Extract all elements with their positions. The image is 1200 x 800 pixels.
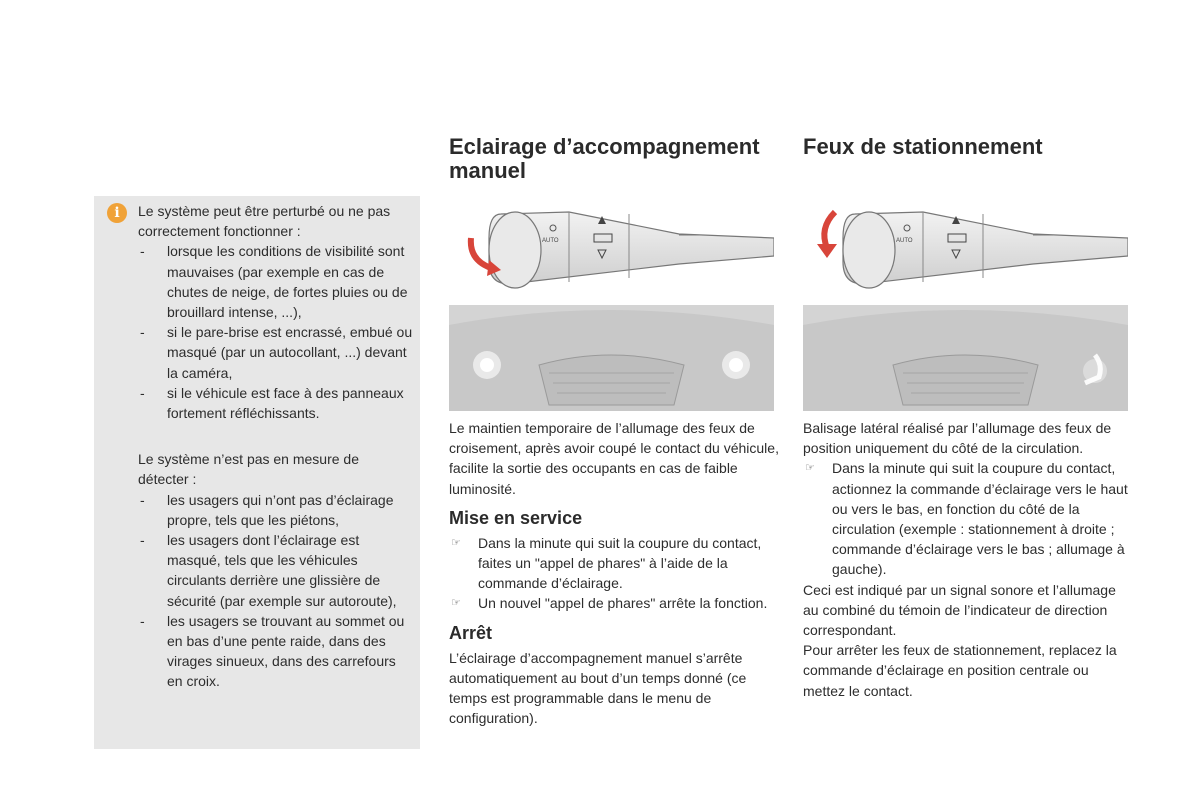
right-body xyxy=(803,418,1133,701)
section-title-stationnement: Feux de stationnement xyxy=(803,134,1043,159)
right-intro: Balisage latéral réalisé par l’allumage des feux de position uniquement du côté de la circulation. xyxy=(803,420,1112,457)
info-list-2 xyxy=(138,490,413,692)
arret-text: L’éclairage d’accompagnement manuel s’arrête automatiquement au bout d’un temps donné (ce temps est programmable dans le menu de configuration). xyxy=(449,649,747,727)
auto-label: AUTO xyxy=(542,238,559,244)
pointing-hand-icon: ☞ xyxy=(451,536,461,549)
mise-en-service-list xyxy=(449,533,779,614)
pointing-hand-icon: ☞ xyxy=(451,597,461,610)
list-item: - si le pare-brise est encrassé, embué ou masqué (par un autocollant, ...) devant la caméra, xyxy=(138,322,413,383)
list-item: ☞ Dans la minute qui suit la coupure du contact, faites un "appel de phares" à l’aide de la commande d’éclairage. xyxy=(451,534,762,592)
list-item: ☞ Dans la minute qui suit la coupure du contact, actionnez la commande d’éclairage vers le haut ou vers le bas, en fonction du côté de la circulation (exemple : stationnement à droite ; commande d’éclairage vers le bas ; allumage à gauche). xyxy=(805,460,1128,578)
list-item: - lorsque les conditions de visibilité sont mauvaises (par exemple en cas de chutes de neige, de fortes pluies ou de brouillard intense, ...), xyxy=(138,241,413,322)
list-item: - les usagers se trouvant au sommet ou en bas d’une pente raide, dans des virages sinueux, dans des carrefours en croix. xyxy=(138,611,413,692)
right-para-2: Pour arrêter les feux de stationnement, replacez la commande d’éclairage en position centrale ou mettez le contact. xyxy=(803,642,1117,699)
right-para-1: Ceci est indiqué par un signal sonore et l’allumage au combiné du témoin de l’indicateur de direction correspondant. xyxy=(803,581,1116,639)
info-intro: Le système peut être perturbé ou ne pas correctement fonctionner : xyxy=(138,203,391,240)
middle-body xyxy=(449,418,779,728)
stalk-illustration-manual xyxy=(449,198,774,300)
auto-label: AUTO xyxy=(896,238,913,244)
info-text xyxy=(138,201,413,692)
car-front-illustration-parking xyxy=(803,305,1128,411)
info-icon: i xyxy=(107,203,127,223)
list-item: ☞ Un nouvel "appel de phares" arrête la fonction. xyxy=(449,593,779,613)
pointing-hand-icon: ☞ xyxy=(805,462,815,475)
red-arrow-icon xyxy=(817,244,837,258)
heading-mise-en-service: Mise en service xyxy=(449,507,583,528)
list-item: - les usagers dont l’éclairage est masqué, tels que les véhicules circulants derrière une glissière de sécurité (par exemple sur autoroute), xyxy=(138,530,413,611)
list-item: - si le véhicule est face à des panneaux fortement réfléchissants. xyxy=(138,383,413,423)
section-title-accompagnement: Eclairage d’accompagnement manuel xyxy=(449,134,760,183)
car-front-illustration-manual xyxy=(449,305,774,411)
middle-intro: Le maintien temporaire de l’allumage des feux de croisement, après avoir coupé le contact du véhicule, facilite la sortie des occupants en cas de faible luminosité. xyxy=(449,420,779,497)
stationnement-list xyxy=(803,458,1133,579)
heading-arret: Arrêt xyxy=(449,622,493,643)
list-item: - les usagers qui n’ont pas d’éclairage propre, tels que les piétons, xyxy=(138,490,413,530)
info-intro-2: Le système n’est pas en mesure de détecter : xyxy=(138,451,360,488)
stalk-illustration-parking xyxy=(803,198,1128,300)
info-list-1 xyxy=(138,241,413,423)
